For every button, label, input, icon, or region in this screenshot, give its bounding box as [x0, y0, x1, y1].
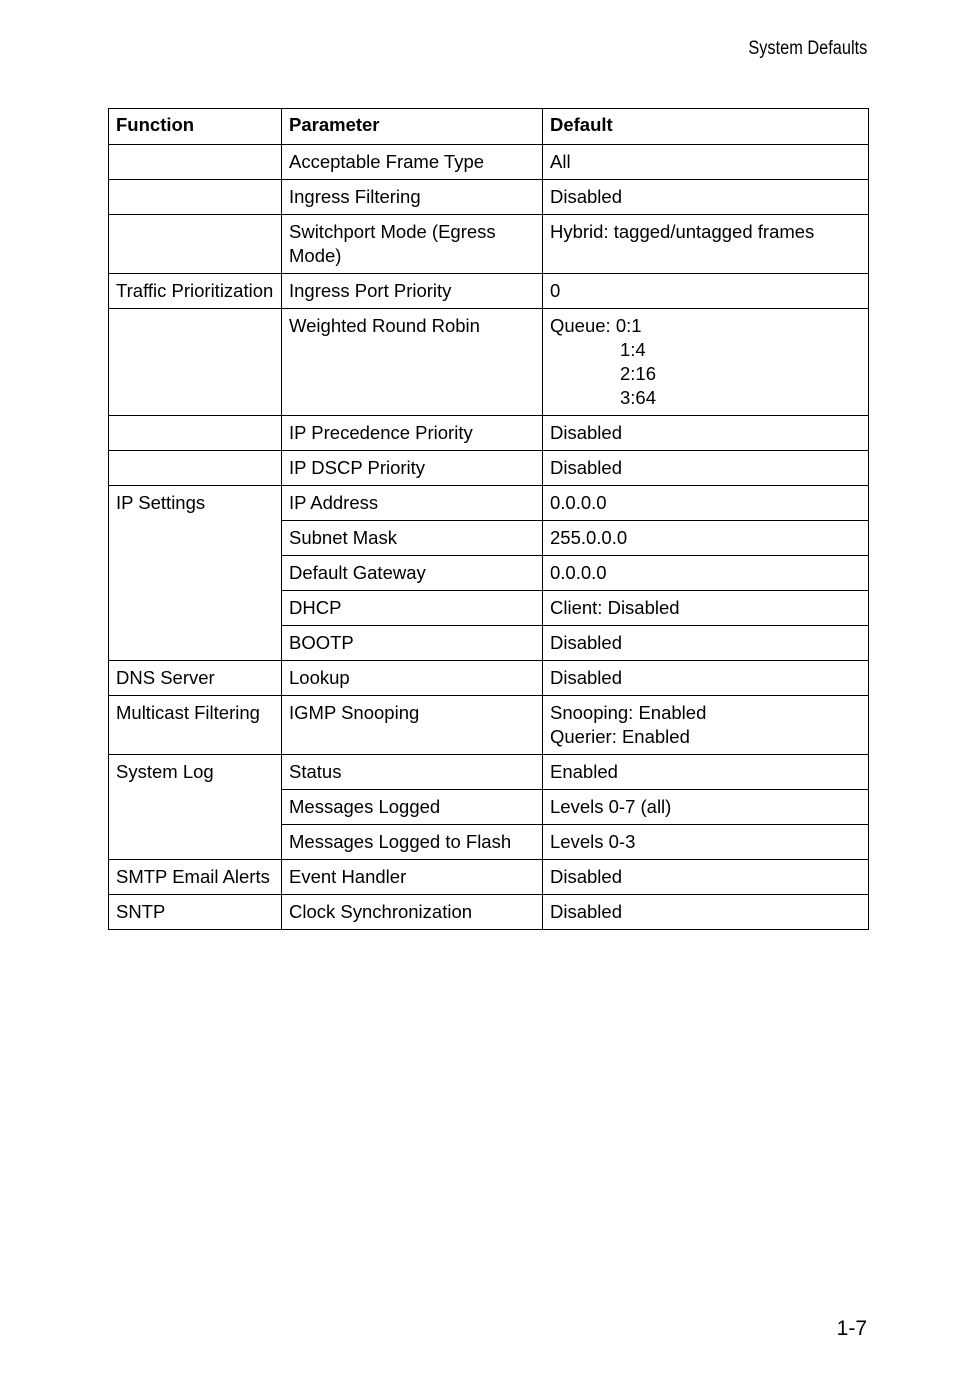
queue-weight-line: 1:4	[620, 339, 646, 360]
table-row	[109, 451, 869, 486]
parameter-cell: Subnet Mask	[282, 521, 543, 556]
function-cell	[109, 416, 282, 451]
igmp-setting-line: Snooping: Enabled	[550, 702, 707, 723]
default-cell: Disabled	[543, 180, 869, 215]
system-defaults-table	[108, 108, 869, 930]
parameter-cell: IP Address	[282, 486, 543, 521]
column-header-parameter: Parameter	[282, 109, 543, 145]
queue-weight-line: 3:64	[620, 387, 657, 408]
default-cell: 0	[543, 274, 869, 309]
parameter-cell: Messages Logged to Flash	[282, 825, 543, 860]
function-cell: Traffic Prioritization	[109, 274, 282, 309]
default-cell: 0.0.0.0	[543, 556, 869, 591]
default-cell: Disabled	[543, 860, 869, 895]
function-cell	[109, 215, 282, 274]
default-cell	[543, 309, 869, 416]
table-row	[109, 755, 869, 790]
parameter-cell: BOOTP	[282, 626, 543, 661]
table-row	[109, 486, 869, 521]
default-cell	[543, 696, 869, 755]
queue-weight-line: 2:16	[620, 363, 657, 384]
default-cell: Disabled	[543, 416, 869, 451]
parameter-cell: Event Handler	[282, 860, 543, 895]
table-row	[109, 696, 869, 755]
default-cell: Levels 0-3	[543, 825, 869, 860]
parameter-cell: Messages Logged	[282, 790, 543, 825]
default-cell: Disabled	[543, 626, 869, 661]
function-cell	[109, 309, 282, 416]
table-row	[109, 416, 869, 451]
table-row	[109, 860, 869, 895]
function-cell: DNS Server	[109, 661, 282, 696]
function-cell	[109, 451, 282, 486]
parameter-cell: DHCP	[282, 591, 543, 626]
default-cell: Levels 0-7 (all)	[543, 790, 869, 825]
table-row	[109, 180, 869, 215]
table-row	[109, 215, 869, 274]
parameter-cell: Status	[282, 755, 543, 790]
function-cell: SNTP	[109, 895, 282, 930]
default-cell: Hybrid: tagged/untagged frames	[543, 215, 869, 274]
parameter-cell: Clock Synchronization	[282, 895, 543, 930]
default-cell: Disabled	[543, 661, 869, 696]
function-cell	[109, 180, 282, 215]
table-row	[109, 895, 869, 930]
column-header-default: Default	[543, 109, 869, 145]
function-cell: System Log	[109, 755, 282, 860]
default-cell: Client: Disabled	[543, 591, 869, 626]
parameter-cell: IP Precedence Priority	[282, 416, 543, 451]
default-cell: Disabled	[543, 895, 869, 930]
parameter-cell: Acceptable Frame Type	[282, 145, 543, 180]
parameter-cell: IGMP Snooping	[282, 696, 543, 755]
table-row	[109, 661, 869, 696]
parameter-cell: Ingress Port Priority	[282, 274, 543, 309]
default-cell: All	[543, 145, 869, 180]
parameter-cell: Default Gateway	[282, 556, 543, 591]
table-row	[109, 274, 869, 309]
running-header: System Defaults	[748, 38, 867, 59]
default-cell: Disabled	[543, 451, 869, 486]
parameter-cell: IP DSCP Priority	[282, 451, 543, 486]
default-cell: Enabled	[543, 755, 869, 790]
parameter-cell: Switchport Mode (Egress Mode)	[282, 215, 543, 274]
table-header-row	[109, 109, 869, 145]
parameter-cell: Ingress Filtering	[282, 180, 543, 215]
page-number: 1-7	[836, 1317, 867, 1340]
table-row	[109, 309, 869, 416]
function-cell: Multicast Filtering	[109, 696, 282, 755]
default-cell: 0.0.0.0	[543, 486, 869, 521]
parameter-cell: Weighted Round Robin	[282, 309, 543, 416]
queue-weight-line: Queue: 0:1	[550, 315, 642, 336]
column-header-function: Function	[109, 109, 282, 145]
default-cell: 255.0.0.0	[543, 521, 869, 556]
function-cell: IP Settings	[109, 486, 282, 661]
function-cell: SMTP Email Alerts	[109, 860, 282, 895]
parameter-cell: Lookup	[282, 661, 543, 696]
table-row	[109, 145, 869, 180]
igmp-setting-line: Querier: Enabled	[550, 726, 690, 747]
function-cell	[109, 145, 282, 180]
